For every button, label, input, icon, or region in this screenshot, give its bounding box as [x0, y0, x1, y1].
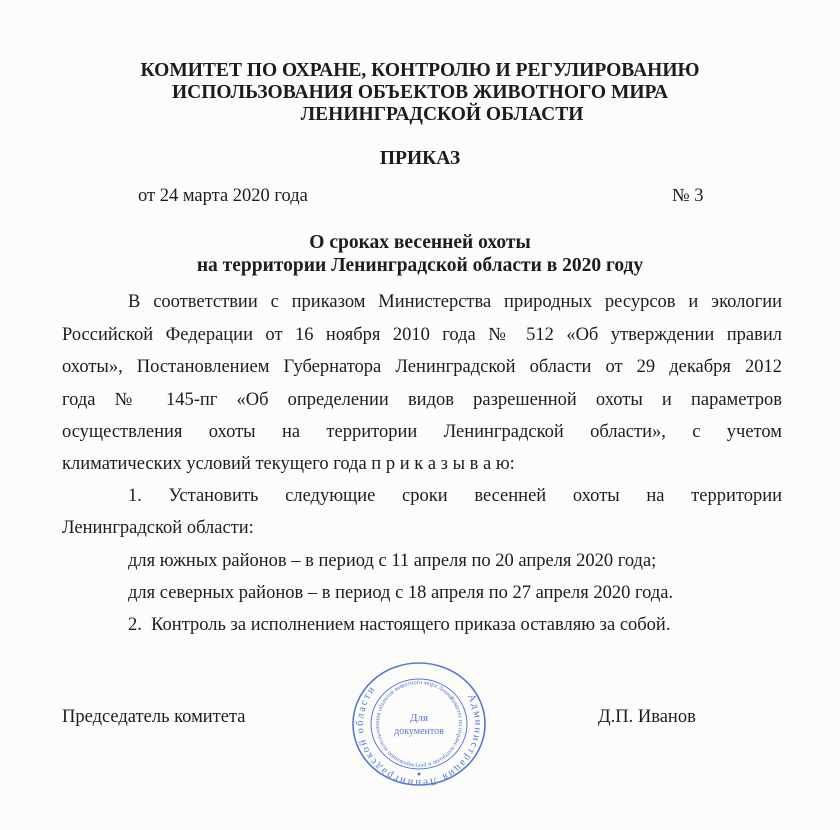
signature-name: Д.П. Иванов — [598, 707, 696, 727]
stamp-dot — [418, 773, 421, 776]
stamp-center-line-2: документов — [394, 726, 444, 737]
org-name-line-1: КОМИТЕТ ПО ОХРАНЕ, КОНТРОЛЮ И РЕГУЛИРОВАНИЮ — [140, 60, 700, 81]
stamp-center-line-1: Для — [409, 712, 429, 724]
preamble-line-3: охоты», Постановлением Губернатора Ленинградской области от 29 декабря 2012 — [62, 357, 782, 377]
preamble-line-4: года № 145-пг «Об определении видов разрешенной охоты и параметров — [62, 390, 782, 410]
doc-number: № 3 — [672, 186, 704, 206]
preamble-line-2: Российской Федерации от 16 ноября 2010 года № 512 «Об утверждении правил — [62, 325, 782, 345]
org-name-line-2: ИСПОЛЬЗОВАНИЯ ОБЪЕКТОВ ЖИВОТНОГО МИРА — [171, 82, 669, 103]
item-1-line-1: 1. Установить следующие сроки весенней охоты на территории — [128, 486, 782, 506]
preamble-line-5: осуществления охоты на территории Ленинградской области», с учетом — [62, 422, 782, 442]
signature-position: Председатель комитета — [62, 707, 246, 727]
preamble-line-1: В соответствии с приказом Министерства природных ресурсов и экологии — [128, 292, 782, 312]
item-2: 2. Контроль за исполнением настоящего приказа оставляю за собой. — [128, 615, 671, 635]
item-north-period: для северных районов – в период с 18 апреля по 27 апреля 2020 года. — [128, 583, 674, 603]
doc-date: от 24 марта 2020 года — [138, 186, 308, 206]
stamp-outer-text: Администрация Ленинградской области — [354, 683, 484, 788]
preamble-line-6: климатических условий текущего года п р и к а з ы в а ю: — [62, 454, 515, 474]
subject-line-1: О сроках весенней охоты — [309, 232, 531, 253]
item-south-period: для южных районов – в период с 11 апреля по 20 апреля 2020 года; — [128, 551, 657, 571]
official-stamp — [346, 660, 492, 788]
subject-line-2: на территории Ленинградской области в 2020 году — [196, 255, 644, 276]
doc-type: ПРИКАЗ — [379, 148, 461, 169]
stamp-inner-text: Комитет по охране контролю и регулированию использования объектов животного мира Ленин — [373, 678, 465, 770]
item-1-line-2: Ленинградской области: — [62, 518, 254, 538]
org-name-line-3: ЛЕНИНГРАДСКОЙ ОБЛАСТИ — [300, 104, 584, 125]
stamp-inner-ring — [371, 679, 467, 769]
